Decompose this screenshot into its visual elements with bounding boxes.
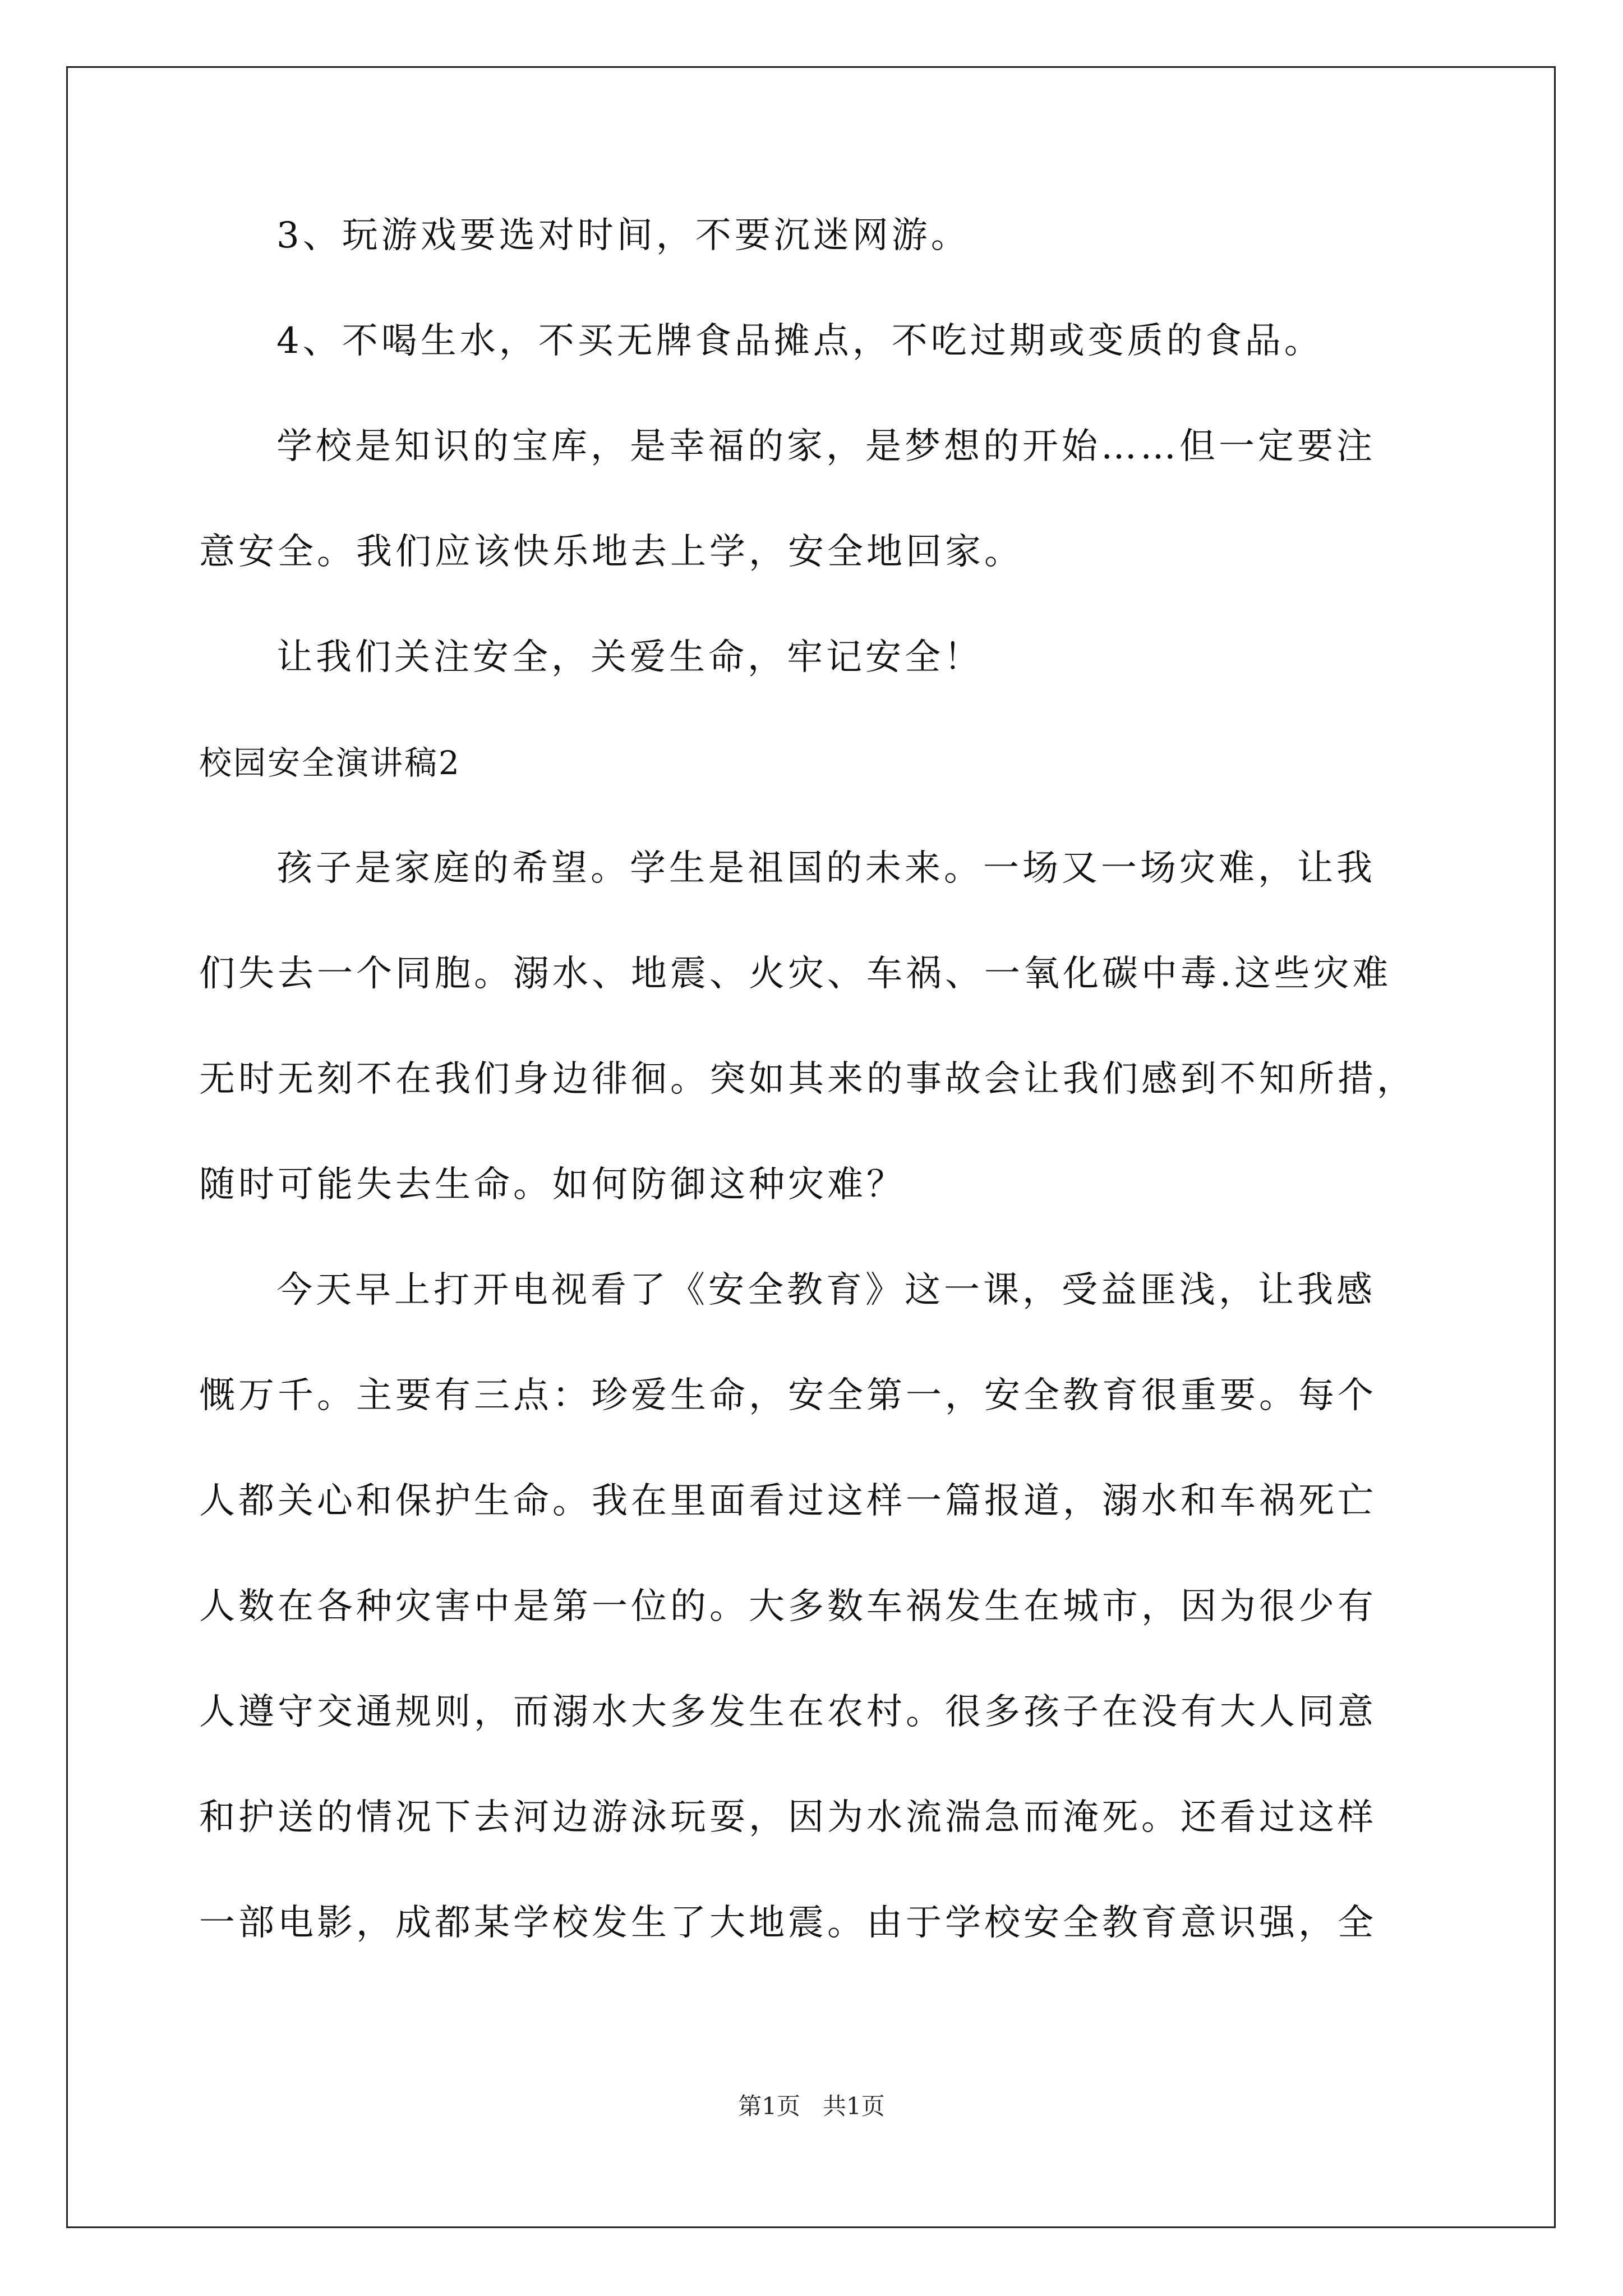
- paragraph-line: 无时无刻不在我们身边徘徊。突如其来的事故会让我们感到不知所措，: [199, 1059, 1416, 1100]
- paragraph-line: 和护送的情况下去河边游泳玩耍，因为水流湍急而淹死。还看过这样: [199, 1797, 1377, 1838]
- paragraph-line: 让我们关注安全，关爱生命，牢记安全！: [276, 637, 983, 678]
- section-heading: 校园安全演讲稿2: [199, 744, 461, 782]
- page-number-footer: 第1页 共1页: [738, 2092, 885, 2120]
- paragraph-line: 人数在各种灾害中是第一位的。大多数车祸发生在城市，因为很少有: [199, 1586, 1377, 1627]
- paragraph-line: 4、不喝生水，不买无牌食品摊点，不吃过期或变质的食品。: [276, 320, 1324, 362]
- paragraph-line: 人遵守交通规则，而溺水大多发生在农村。很多孩子在没有大人同意: [199, 1691, 1377, 1733]
- paragraph-line: 人都关心和保护生命。我在里面看过这样一篇报道，溺水和车祸死亡: [199, 1480, 1377, 1522]
- paragraph-line: 们失去一个同胞。溺水、地震、火灾、车祸、一氧化碳中毒.这些灾难: [199, 953, 1392, 995]
- document-body: [199, 208, 1433, 1951]
- paragraph-line: 随时可能失去生命。如何防御这种灾难？: [199, 1164, 906, 1205]
- paragraph-line: 慨万千。主要有三点：珍爱生命，安全第一，安全教育很重要。每个: [199, 1375, 1377, 1416]
- paragraph-line: 一部电影，成都某学校发生了大地震。由于学校安全教育意识强，全: [199, 1902, 1377, 1944]
- paragraph-line: 孩子是家庭的希望。学生是祖国的未来。一场又一场灾难，让我: [276, 848, 1376, 889]
- paragraph-line: 3、玩游戏要选对时间，不要沉迷网游。: [276, 215, 970, 256]
- paragraph-line: 学校是知识的宝库，是幸福的家，是梦想的开始……但一定要注: [276, 426, 1376, 467]
- paragraph-line: 今天早上打开电视看了《安全教育》这一课，受益匪浅，让我感: [276, 1269, 1376, 1311]
- paragraph-line: 意安全。我们应该快乐地去上学，安全地回家。: [199, 531, 1023, 573]
